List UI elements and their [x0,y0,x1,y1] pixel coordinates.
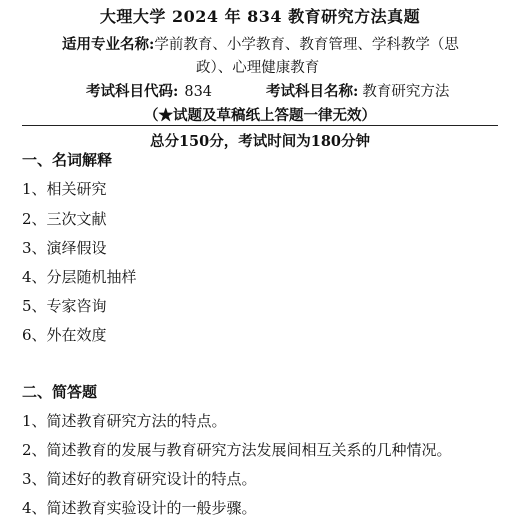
subject-name-label: 考试科目名称: [266,83,359,100]
question-item: 6、外在效度 [22,326,107,344]
question-item: 2、三次文献 [22,210,107,228]
majors-label: 适用专业名称: [62,36,155,53]
majors-value-line2: 政）、心理健康教育 [196,60,320,76]
question-item: 4、简述教育实验设计的一般步骤。 [22,499,257,517]
subject-code-row [86,80,212,101]
question-item: 2、简述教育的发展与教育研究方法发展间相互关系的几种情况。 [22,441,452,459]
subject-code-label: 考试科目代码: [86,83,179,100]
exam-title: 大理大学 2024 年 834 教育研究方法真题 [99,7,421,26]
subject-name-value: 教育研究方法 [362,84,450,100]
majors-row [62,33,459,54]
header-divider [22,125,498,126]
total-score-and-time: 总分150分，考试时间为180分钟 [149,133,371,150]
majors-value-line1: 学前教育、小学教育、教育管理、学科教学（思 [154,37,459,53]
section-title-definitions: 一、名词解释 [22,151,113,169]
question-item: 3、演绎假设 [22,239,107,257]
question-item: 5、专家咨询 [22,297,107,315]
question-item: 3、简述好的教育研究设计的特点。 [22,470,257,488]
question-item: 1、简述教育研究方法的特点。 [22,412,227,430]
invalid-answer-notice: （★试题及草稿纸上答题一律无效） [144,107,376,124]
question-item: 1、相关研究 [22,180,107,198]
section-title-short-answer: 二、简答题 [22,383,98,401]
subject-name-row [266,80,449,101]
majors-row-continued [196,56,319,77]
question-item: 4、分层随机抽样 [22,268,137,286]
subject-code-value: 834 [184,84,213,100]
